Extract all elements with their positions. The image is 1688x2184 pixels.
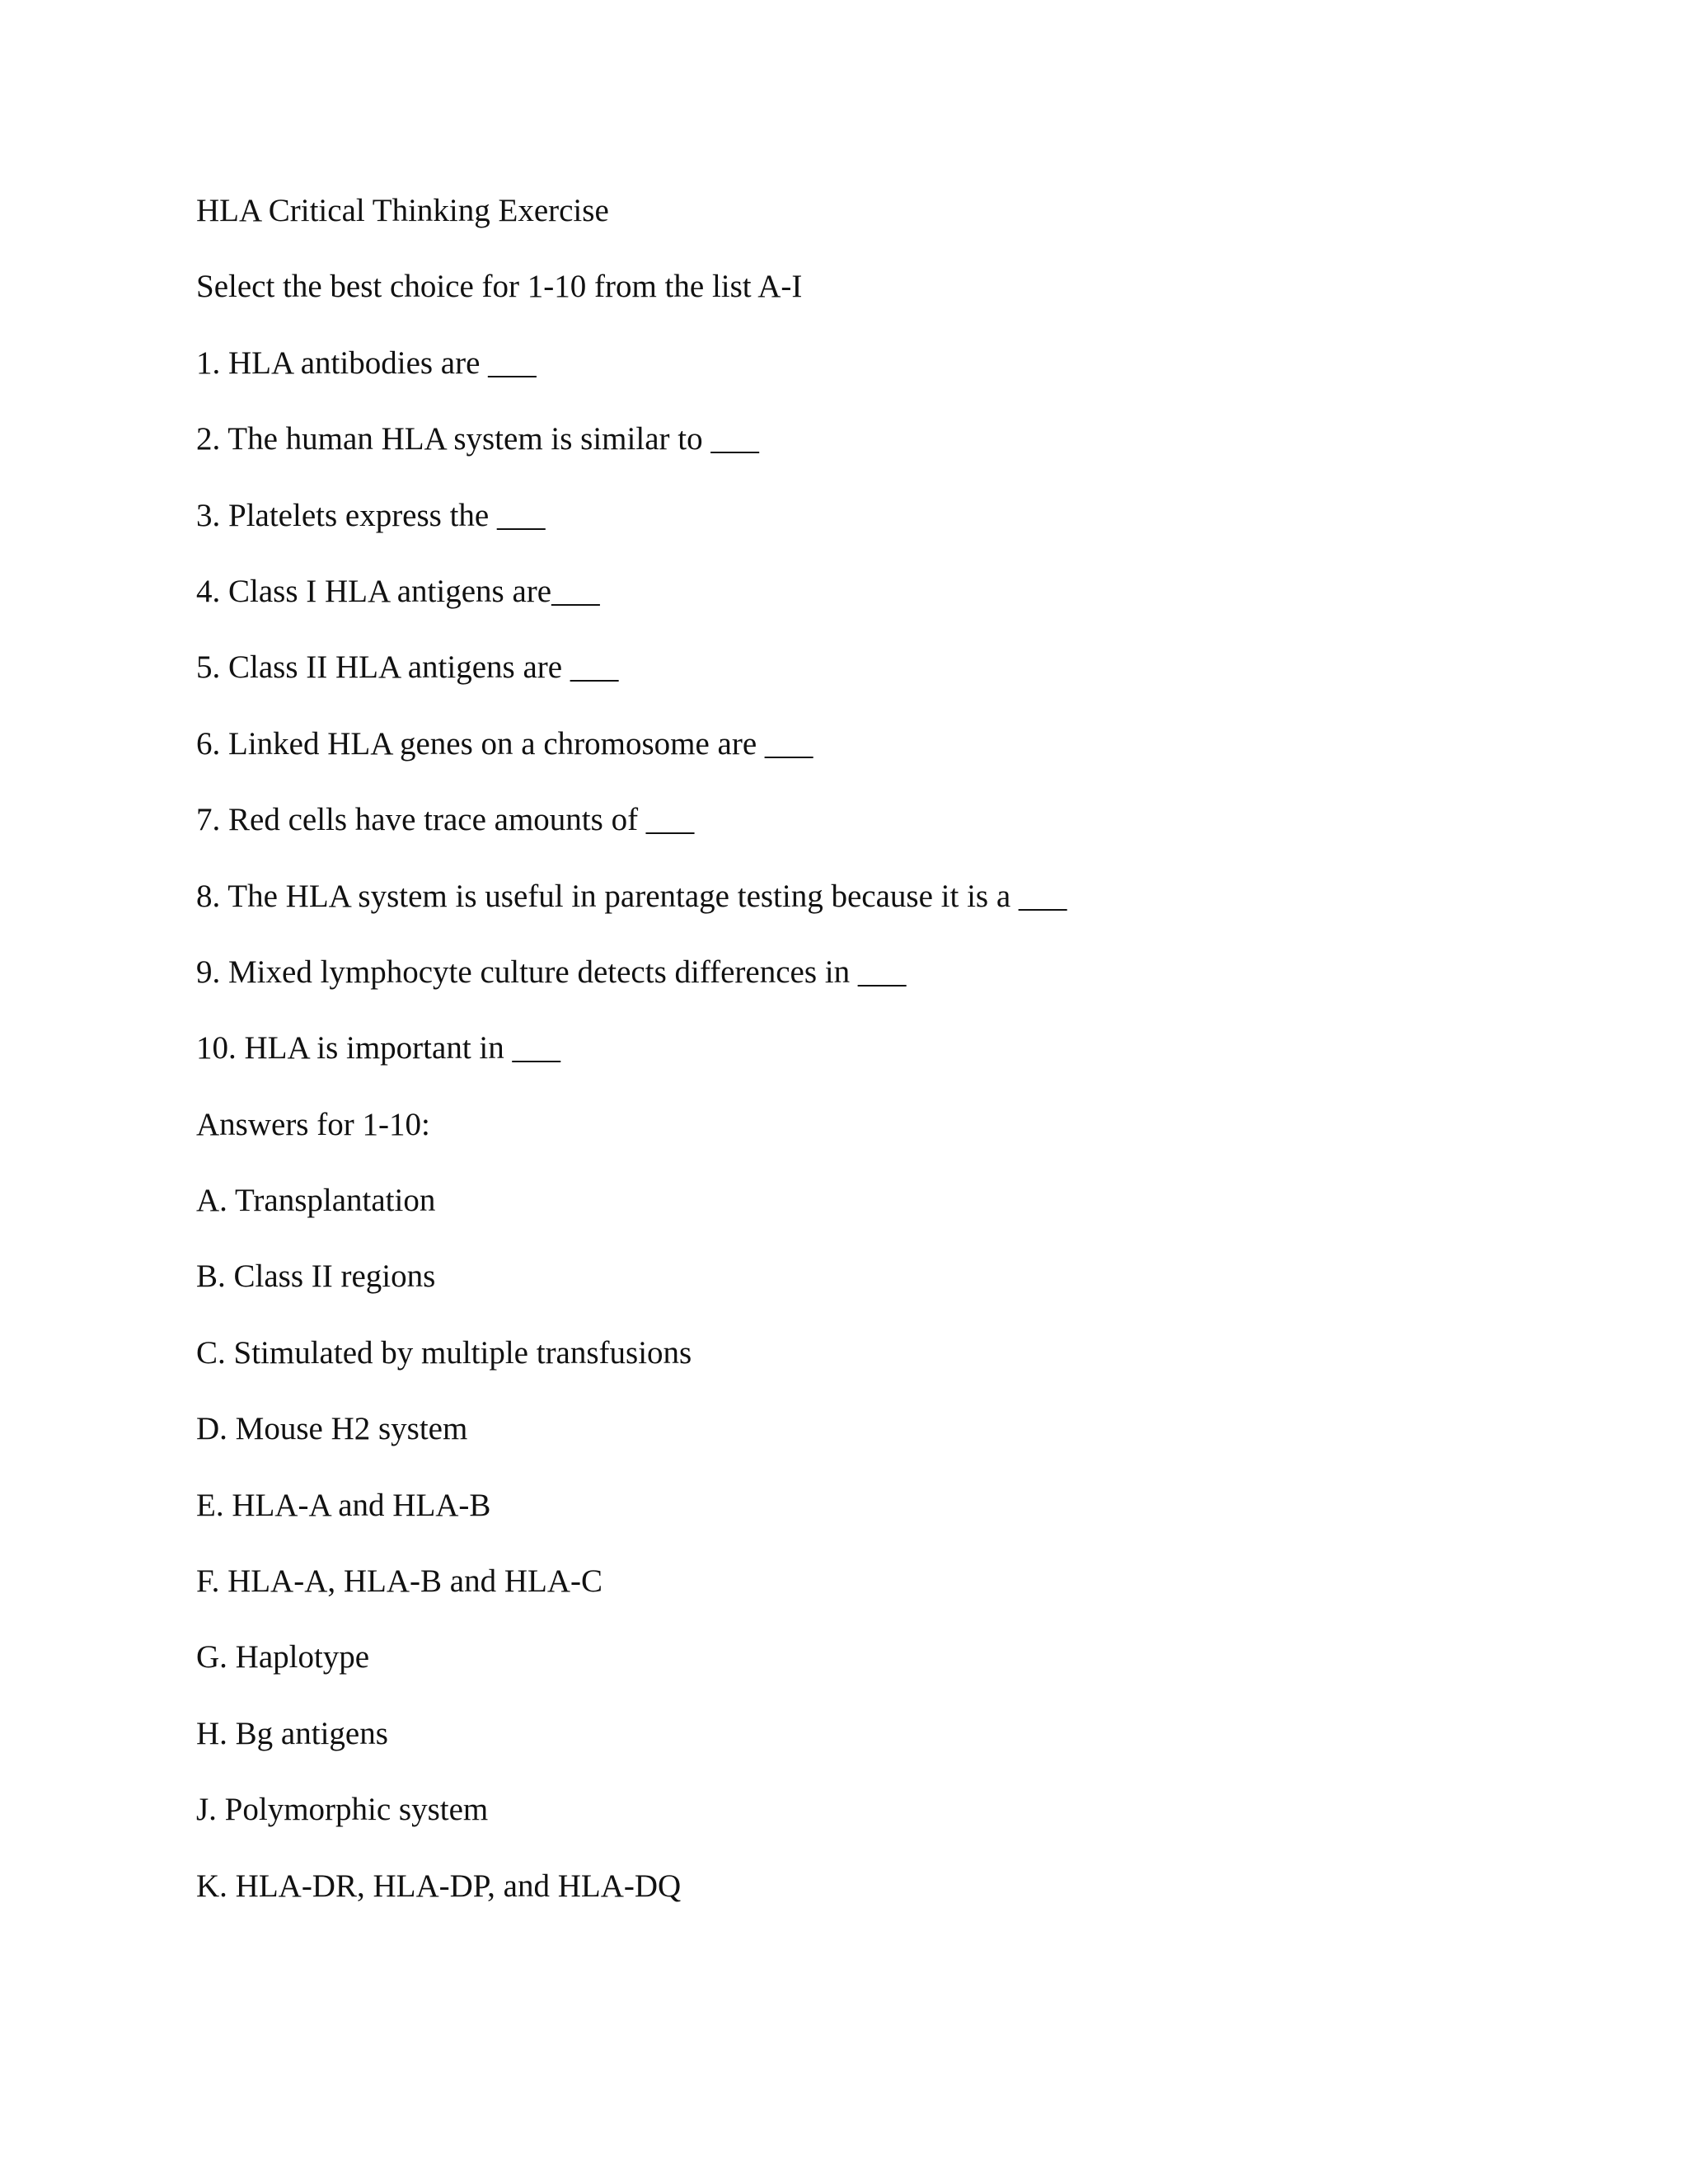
answer-f: F. HLA-A, HLA-B and HLA-C [196,1563,603,1600]
question-6: 6. Linked HLA genes on a chromosome are ___ [196,725,814,762]
answer-j: J. Polymorphic system [196,1792,489,1828]
answer-b: B. Class II regions [196,1258,436,1295]
answer-g: G. Haplotype [196,1639,370,1675]
answer-c: C. Stimulated by multiple transfusions [196,1334,692,1371]
question-5: 5. Class II HLA antigens are ___ [196,649,619,686]
answer-d: D. Mouse H2 system [196,1411,468,1447]
answer-k: K. HLA-DR, HLA-DP, and HLA-DQ [196,1868,682,1904]
document-title: HLA Critical Thinking Exercise [196,193,609,228]
question-8: 8. The HLA system is useful in parentage testing because it is a ___ [196,878,1067,914]
question-10: 10. HLA is important in ___ [196,1030,560,1066]
answers-heading: Answers for 1-10: [196,1106,430,1142]
question-9: 9. Mixed lymphocyte culture detects differences in ___ [196,954,907,990]
question-2: 2. The human HLA system is similar to ___ [196,421,759,457]
answer-h: H. Bg antigens [196,1715,388,1751]
instructions-text: Select the best choice for 1-10 from the list A-I [196,269,803,305]
question-4: 4. Class I HLA antigens are___ [196,573,600,609]
question-1: 1. HLA antibodies are ___ [196,344,537,381]
answer-a: A. Transplantation [196,1183,436,1219]
document-content [196,191,1515,1943]
question-3: 3. Platelets express the ___ [196,497,546,533]
question-7: 7. Red cells have trace amounts of ___ [196,802,695,838]
answer-e: E. HLA-A and HLA-B [196,1487,491,1523]
